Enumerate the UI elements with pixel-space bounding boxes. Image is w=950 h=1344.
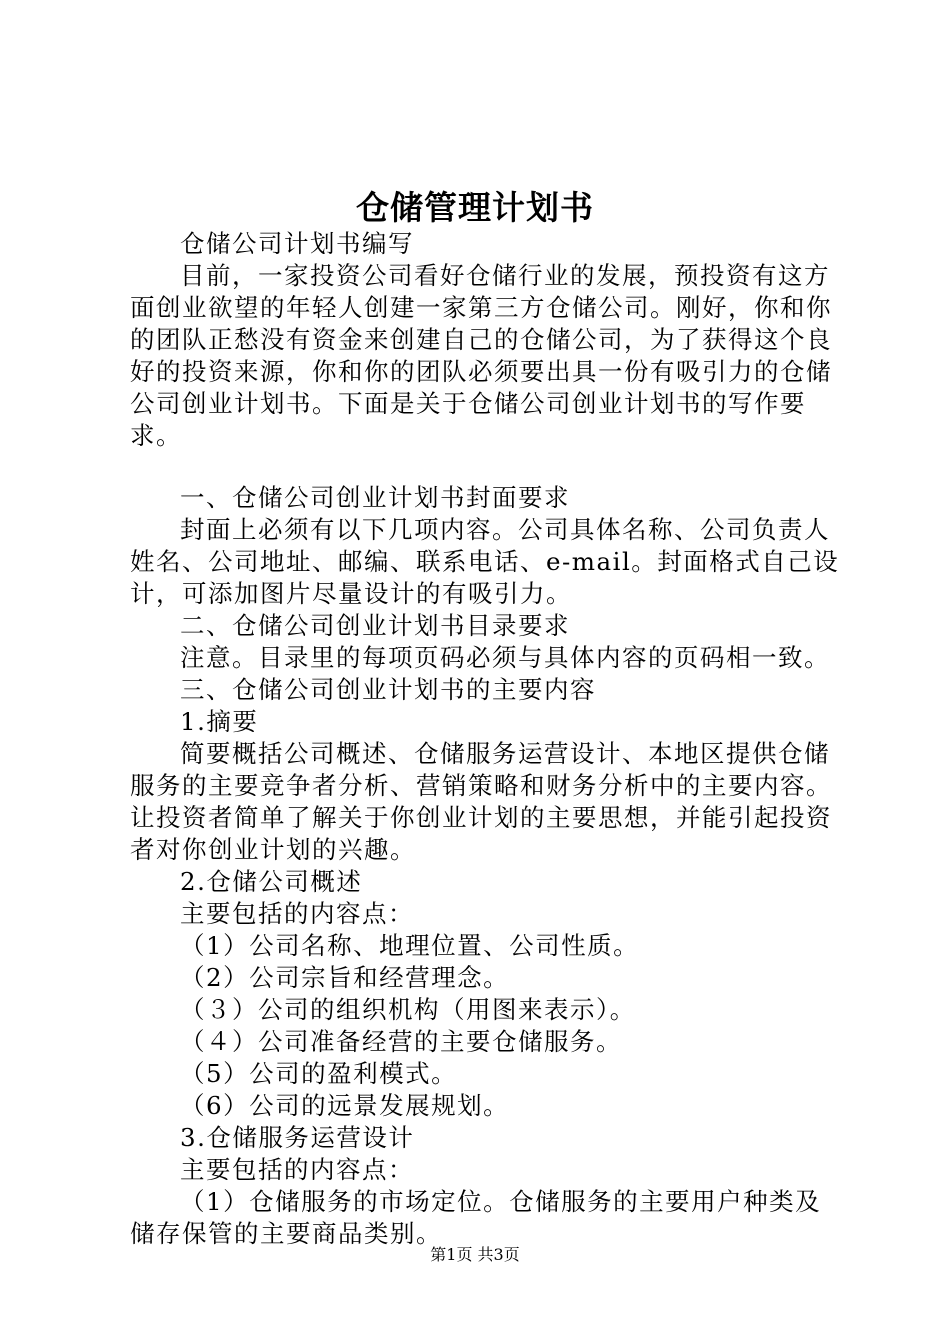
list-item: （5）公司的盈利模式。: [180, 1059, 458, 1088]
document-body: [130, 228, 840, 1250]
section-heading-toc: 二、仓储公司创业计划书目录要求: [180, 611, 570, 640]
subheading-operations-design: 3.仓储服务运营设计: [180, 1123, 415, 1152]
subheading-summary: 1.摘要: [180, 707, 259, 736]
section-heading-cover: 一、仓储公司创业计划书封面要求: [180, 483, 570, 512]
paragraph-content-points: 主要包括的内容点：: [180, 899, 414, 928]
list-item: （３）公司的组织机构（用图来表示）。: [180, 995, 636, 1024]
paragraph-intro: 目前，一家投资公司看好仓储行业的发展，预投资有这方面创业欲望的年轻人创建一家第三方仓储公司。刚好，你和你的团队正愁没有资金来创建自己的仓储公司，为了获得这个良好的投资来源，你和你的团队必须要出具一份有吸引力的仓储公司创业计划书。下面是关于仓储公司创业计划书的写作要求。: [130, 261, 832, 450]
paragraph-toc-note: 注意。目录里的每项页码必须与具体内容的页码相一致。: [180, 643, 830, 672]
list-item: （４）公司准备经营的主要仓储服务。: [180, 1027, 622, 1056]
paragraph-gap: [130, 452, 840, 482]
list-item: （1）仓储服务的市场定位。仓储服务的主要用户种类及储存保管的主要商品类别。: [130, 1187, 822, 1248]
page-title: 仓储管理计划书: [356, 188, 594, 227]
list-item: （1）公司名称、地理位置、公司性质。: [180, 931, 640, 960]
subheading-company-overview: 2.仓储公司概述: [180, 867, 363, 896]
paragraph-summary: 简要概括公司概述、仓储服务运营设计、本地区提供仓储服务的主要竞争者分析、营销策略和财务分析中的主要内容。让投资者简单了解关于你创业计划的主要思想，并能引起投资者对你创业计划的兴趣。: [130, 739, 832, 864]
list-item: （2）公司宗旨和经营理念。: [180, 963, 510, 992]
paragraph-subtitle: 仓储公司计划书编写: [180, 229, 414, 258]
list-item: （6）公司的远景发展规划。: [180, 1091, 510, 1120]
section-heading-main-content: 三、仓储公司创业计划书的主要内容: [180, 675, 596, 704]
page-number-footer: 第1页 共3页: [430, 1245, 520, 1264]
paragraph-content-points: 主要包括的内容点：: [180, 1155, 414, 1184]
paragraph-cover-requirements: 封面上必须有以下几项内容。公司具体名称、公司负责人姓名、公司地址、邮编、联系电话、e-mail。封面格式自己设计，可添加图片尽量设计的有吸引力。: [130, 515, 840, 608]
